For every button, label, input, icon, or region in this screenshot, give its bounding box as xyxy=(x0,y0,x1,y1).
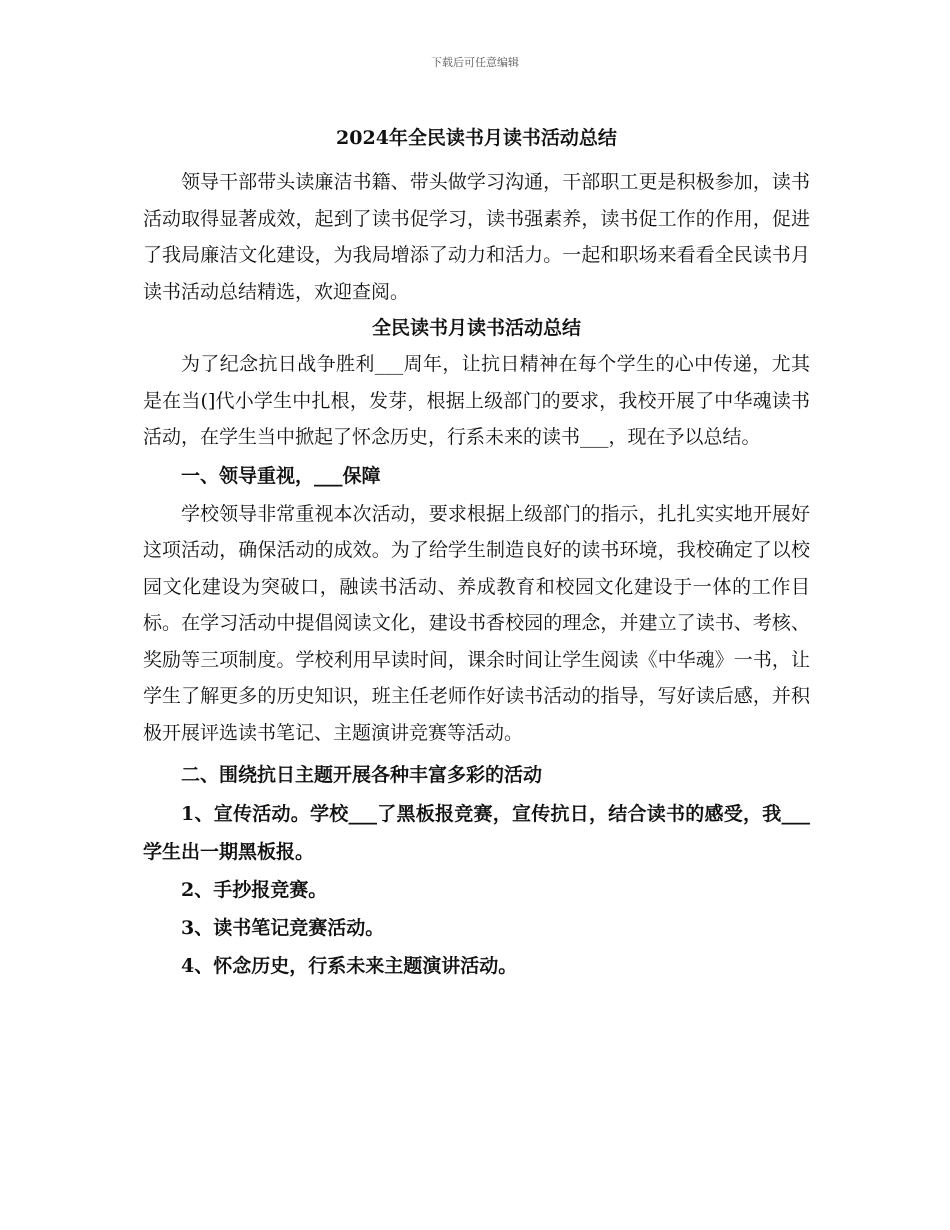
document-body xyxy=(143,118,810,985)
document-title: 2024年全民读书月读书活动总结 xyxy=(336,127,617,149)
list-item-3: 3、读书笔记竞赛活动。 xyxy=(181,917,385,939)
list-item-2: 2、手抄报竞赛。 xyxy=(181,879,328,901)
intro-paragraph: 领导干部带头读廉洁书籍、带头做学习沟通，干部职工更是积极参加，读书活动取得显著成效，起到了读书促学习，读书强素养，读书促工作的作用，促进了我局廉洁文化建设，为我局增添了动力和活力。一起和职场来看看全民读书月读书活动总结精选，欢迎查阅。 xyxy=(143,171,810,303)
list-item-4: 4、怀念历史，行系未来主题演讲活动。 xyxy=(181,955,518,977)
paragraph-1: 为了纪念抗日战争胜利___周年，让抗日精神在每个学生的心中传递，尤其是在当(]代小学生中扎根，发芽，根据上级部门的要求，我校开展了中华魂读书活动，在学生当中掀起了怀念历史，行系未来的读书___，现在予以总结。 xyxy=(143,353,810,448)
list-item-1: 1、宣传活动。学校___了黑板报竞赛，宣传抗日，结合读书的感受，我___学生出一期黑板报。 xyxy=(143,803,810,863)
page-header-note: 下载后可任意编辑 xyxy=(431,56,519,69)
heading-2: 二、围绕抗日主题开展各种丰富多彩的活动 xyxy=(181,764,543,786)
paragraph-2: 学校领导非常重视本次活动，要求根据上级部门的指示，扎扎实实地开展好这项活动，确保活动的成效。为了给学生制造良好的读书环境，我校确定了以校园文化建设为突破口，融读书活动、养成教育和校园文化建设于一体的工作目标。在学习活动中提倡阅读文化，建设书香校园的理念，并建立了读书、考核、奖励等三项制度。学校利用早读时间，课余时间让学生阅读《中华魂》一书，让学生了解更多的历史知识，班主任老师作好读书活动的指导，写好读后感，并积极开展评选读书笔记、主题演讲竞赛等活动。 xyxy=(143,502,810,744)
section-subtitle: 全民读书月读书活动总结 xyxy=(371,317,581,339)
heading-1: 一、领导重视，___保障 xyxy=(181,464,381,487)
